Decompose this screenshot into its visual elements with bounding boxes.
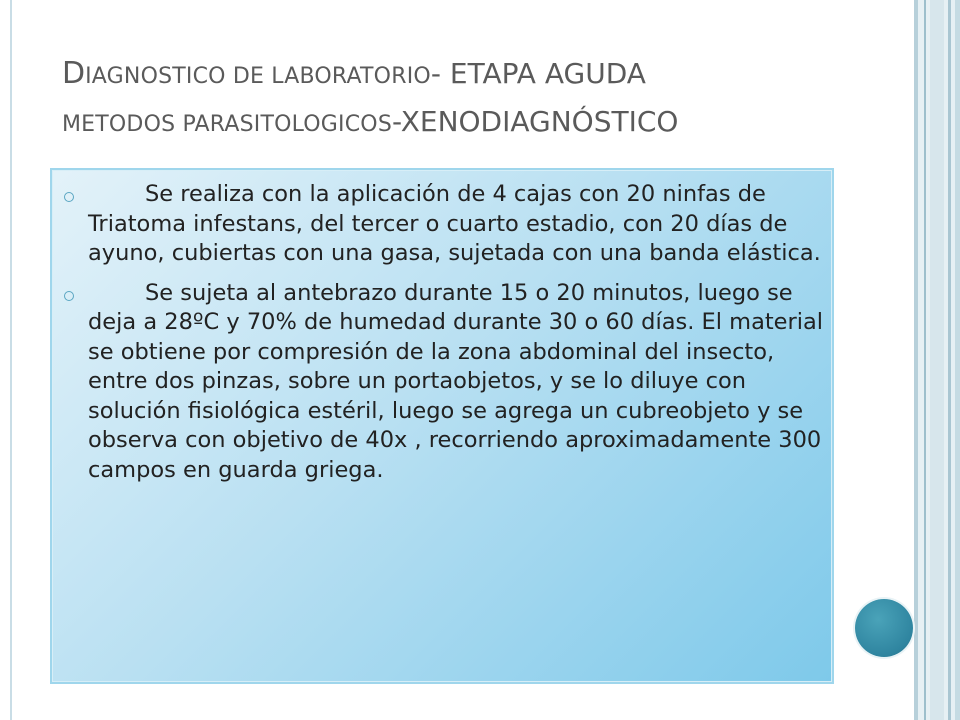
teal-circle-decoration (855, 599, 913, 657)
title-smallcaps-2: METODOS PARASITOLOGICOS (62, 112, 392, 137)
decor-bar (955, 0, 960, 720)
title-caps-1: - ETAPA AGUDA (430, 57, 646, 90)
decor-bar (914, 0, 918, 720)
content-box (50, 168, 834, 684)
title-smallcaps-1: IAGNOSTICO DE LABORATORIO (85, 64, 431, 89)
hollow-circle-bullet-icon (64, 291, 74, 301)
bullet-text: Se realiza con la aplicación de 4 cajas con 20 ninfas de Triatoma infestans, del tercer o cuarto estadio, con 20 días de ayuno, cubiertas con una gasa, sujetada con una banda elástica. (88, 181, 821, 266)
slide-title (62, 52, 842, 148)
bullet-text: Se sujeta al antebrazo durante 15 o 20 minutos, luego se deja a 28ºC y 70% de humedad durante 30 o 60 días. El material se obtiene por compresión de la zona abdominal del insecto, entre dos pinzas, sobre un portaobjetos, y se lo diluye con solución fisiológica estéril, luego se agrega un cubreobjeto y se observa con objetivo de 40x , recorriendo aproximadamente 300 campos en guarda griega. (88, 279, 824, 483)
title-first-letter: D (62, 56, 86, 91)
bullet-list (64, 180, 824, 495)
title-caps-2: -XENODIAGNÓSTICO (391, 105, 679, 138)
hollow-circle-bullet-icon (64, 192, 74, 202)
bullet-item (64, 180, 824, 269)
title-line-2 (62, 100, 842, 148)
decor-bar (948, 0, 951, 720)
title-line-1 (62, 52, 842, 100)
right-decorative-bars (914, 0, 960, 720)
decor-bar (924, 0, 926, 720)
left-border-line (10, 0, 12, 720)
bullet-item (64, 279, 824, 486)
decor-bar (930, 0, 944, 720)
